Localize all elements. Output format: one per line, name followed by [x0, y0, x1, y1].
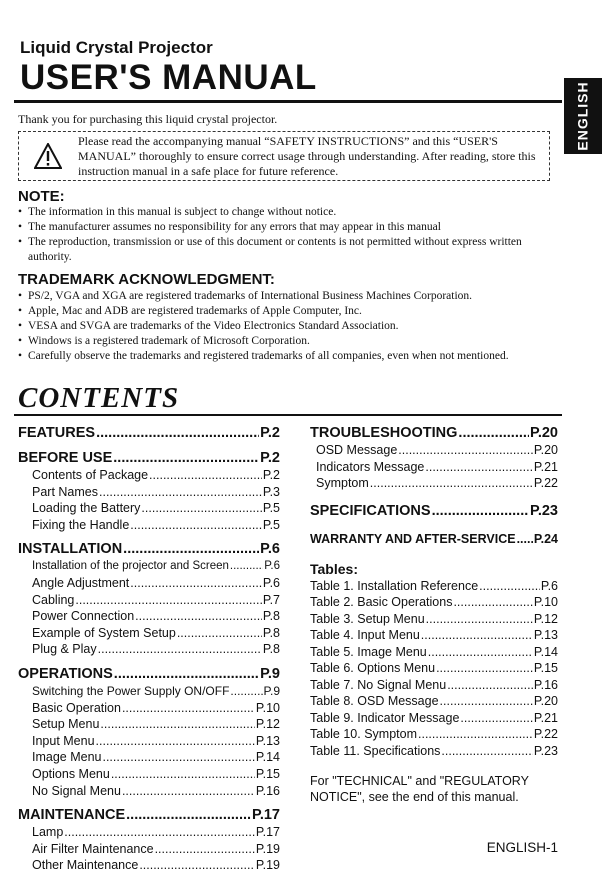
toc-section-label: WARRANTY AND AFTER-SERVICE — [310, 531, 516, 546]
toc-section — [310, 530, 558, 548]
toc-section — [18, 424, 280, 442]
toc-item: Options Menu ..... P.15 — [18, 766, 280, 783]
table-list-item: Table 4. Input Menu ..... P.13 — [310, 627, 558, 644]
thank-you-text: Thank you for purchasing this liquid crystal projector. — [18, 112, 278, 126]
toc-item: Plug & Play ..... P.8 — [18, 641, 280, 658]
note-item: • The reproduction, transmission or use of this document or contents is not permitted without express written authority. — [18, 235, 558, 265]
trademark-item: • Apple, Mac and ADB are registered trademarks of Apple Computer, Inc. — [18, 304, 558, 319]
toc-item: Angle Adjustment ..... P.6 — [18, 575, 280, 592]
toc-item: Symptom ..... P.22 — [310, 475, 558, 492]
toc-page: P.23 — [530, 502, 558, 519]
toc-item: Input Menu ..... P.13 — [18, 733, 280, 750]
toc-right-column — [310, 424, 558, 805]
toc-item: Installation of the projector and Screen ..... P.6 — [18, 558, 280, 575]
toc-section — [18, 449, 280, 467]
table-list-item: Table 8. OSD Message ..... P.20 — [310, 693, 558, 710]
warning-triangle-icon — [34, 143, 62, 169]
toc-page: P.6 — [260, 541, 280, 558]
trademark-item: • VESA and SVGA are trademarks of the Video Electronics Standard Association. — [18, 319, 558, 334]
toc-page: P.9 — [260, 665, 280, 682]
toc-section — [310, 502, 558, 520]
document-title: USER'S MANUAL — [20, 58, 317, 97]
toc-item: Basic Operation ..... P.10 — [18, 700, 280, 717]
toc-page: P.24 — [533, 531, 558, 546]
note-heading: NOTE: — [18, 188, 65, 205]
language-tab — [564, 78, 602, 154]
table-list-item: Table 5. Image Menu ..... P.14 — [310, 644, 558, 661]
note-item: • The information in this manual is subject to change without notice. — [18, 205, 558, 220]
toc-section-label: TROUBLESHOOTING — [310, 425, 458, 441]
table-list-item: Table 1. Installation Reference ..... P.6 — [310, 578, 558, 595]
toc-section-label: INSTALLATION — [18, 541, 123, 558]
toc-section-label: OPERATIONS — [18, 665, 113, 682]
trademark-list — [18, 289, 558, 364]
safety-notice-text: Please read the accompanying manual “SAFETY INSTRUCTIONS” and this “USER'S MANUAL” thoroughly to ensure correct usage through understanding. After reading, store this instruction manual in a safe place for future reference. — [78, 134, 536, 178]
technical-notice-text: For "TECHNICAL" and "REGULATORY NOTICE", see the end of this manual. — [310, 774, 529, 805]
table-list-item: Table 6. Options Menu ..... P.15 — [310, 660, 558, 677]
trademark-item: • Windows is a registered trademark of Microsoft Corporation. — [18, 334, 558, 349]
document-subtitle: Liquid Crystal Projector — [20, 38, 213, 57]
table-list-item: Table 2. Basic Operations ..... P.10 — [310, 594, 558, 611]
toc-section-label: SPECIFICATIONS — [310, 502, 431, 519]
table-list-item: Table 7. No Signal Menu ..... P.16 — [310, 677, 558, 694]
trademark-item: • PS/2, VGA and XGA are registered trademarks of International Business Machines Corporation. — [18, 289, 558, 304]
toc-item: Contents of Package ..... P.2 — [18, 467, 280, 484]
toc-section-label: BEFORE USE — [18, 450, 113, 466]
table-list-item: Table 3. Setup Menu ..... P.12 — [310, 611, 558, 628]
toc-item: Loading the Battery ..... P.5 — [18, 500, 280, 517]
table-list-item: Table 10. Symptom ..... P.22 — [310, 726, 558, 743]
note-item: • The manufacturer assumes no responsibility for any errors that may appear in this manual — [18, 220, 558, 235]
toc-item: Power Connection ..... P.8 — [18, 608, 280, 625]
toc-section — [310, 424, 558, 442]
toc-item: Example of System Setup ..... P.8 — [18, 625, 280, 642]
toc-left-column — [18, 424, 280, 874]
toc-item: Other Maintenance ..... P.19 — [18, 857, 280, 874]
trademark-item: • Carefully observe the trademarks and registered trademarks of all companies, even when not mentioned. — [18, 349, 558, 364]
table-list-item: Table 9. Indicator Message ..... P.21 — [310, 710, 558, 727]
toc-section-label: FEATURES — [18, 425, 96, 441]
toc-page: P.17 — [252, 807, 280, 824]
tables-heading: Tables: — [310, 560, 358, 577]
toc-page: P.20 — [530, 425, 558, 441]
toc-page: P.2 — [260, 425, 280, 441]
contents-divider — [14, 414, 562, 416]
toc-section-label: MAINTENANCE — [18, 807, 126, 824]
toc-item: Fixing the Handle ..... P.5 — [18, 517, 280, 534]
toc-item: Part Names ..... P.3 — [18, 484, 280, 501]
toc-item: Image Menu ..... P.14 — [18, 749, 280, 766]
page-number: ENGLISH-1 — [486, 840, 558, 855]
toc-section — [18, 806, 280, 824]
title-divider — [14, 100, 562, 103]
toc-item: Air Filter Maintenance ..... P.19 — [18, 841, 280, 858]
toc-item: OSD Message ..... P.20 — [310, 442, 558, 459]
table-list-item: Table 11. Specifications ..... P.23 — [310, 743, 558, 760]
note-list — [18, 205, 558, 265]
toc-section — [18, 665, 280, 683]
toc-item: No Signal Menu ..... P.16 — [18, 783, 280, 800]
toc-item: Setup Menu ..... P.12 — [18, 716, 280, 733]
toc-section — [18, 540, 280, 558]
toc-page: P.2 — [260, 450, 280, 466]
toc-item: Cabling ..... P.7 — [18, 592, 280, 609]
language-tab-label: ENGLISH — [575, 81, 592, 151]
toc-item: Lamp ..... P.17 — [18, 824, 280, 841]
contents-heading: CONTENTS — [18, 382, 180, 414]
toc-item: Indicators Message ..... P.21 — [310, 459, 558, 476]
trademark-heading: TRADEMARK ACKNOWLEDGMENT: — [18, 271, 275, 288]
toc-item: Switching the Power Supply ON/OFF ..... P.9 — [18, 683, 280, 700]
